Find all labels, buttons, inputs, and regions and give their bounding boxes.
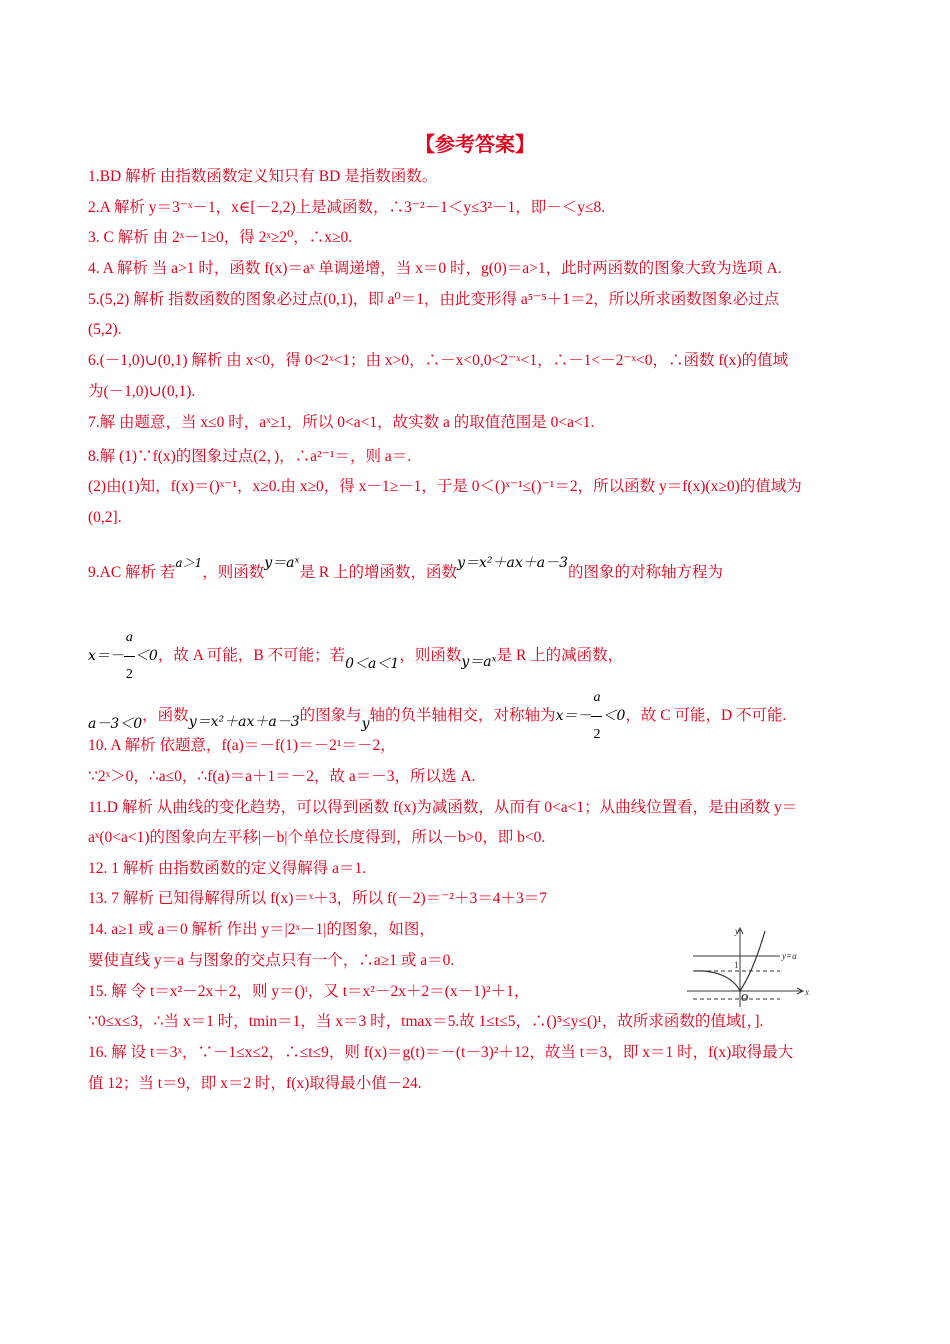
answer-line: 4. A 解析 当 a>1 时，函数 f(x)＝aˣ 单调递增，当 x＝0 时，g(0)＝a>1，此时两函数的图象大致为选项 A. — [88, 260, 782, 277]
answer-line: ∵2ˣ＞0，∴a≤0，∴f(a)＝a＋1＝－2，故 a＝－3，所以选 A. — [88, 768, 476, 785]
q9-formula: x＝－ — [88, 648, 124, 665]
answer-line: 15. 解 令 t＝x²－2x＋2，则 y＝()ᵗ，又 t＝x²－2x＋2＝(x－1)²＋1， — [88, 983, 530, 1000]
answer-line: (2)由(1)知，f(x)＝()ˣ⁻¹，x≥0.由 x≥0，得 x－1≥－1，于是 0＜()ˣ⁻¹≤()⁻¹＝2，所以函数 y＝f(x)(x≥0)的值域为 — [88, 478, 802, 495]
q9-text: ，则函数 — [202, 564, 265, 581]
q9-text: ，故 C 可能，D 不可能. — [625, 707, 787, 725]
q9-text: 的图象与 — [299, 707, 362, 725]
q9-formula: 0＜a＜1 — [345, 656, 400, 673]
q9-formula: a＞1 — [175, 556, 203, 570]
answer-line: 8.解 (1)∵f(x)的图象过点(2，)，∴a²⁻¹＝，则 a＝. — [88, 448, 412, 465]
answer-line: 3. C 解析 由 2ˣ－1≥0，得 2ˣ≥2⁰，∴x≥0. — [88, 229, 353, 246]
x-axis-label: x — [805, 987, 809, 997]
answer-line: 5.(5,2) 解析 指数函数的图象必过点(0,1)，即 a⁰＝1，由此变形得 a⁵⁻⁵＋1＝2，所以所求函数图象必过点 — [88, 291, 780, 308]
q9-text: 是 R 上的增函数，函数 — [299, 564, 458, 581]
q9-text: 9.AC 解析 若 — [88, 564, 176, 581]
q9-text: ，则函数 — [399, 647, 462, 665]
answer-line: 12. 1 解析 由指数函数的定义得解得 a＝1. — [88, 860, 367, 877]
q9-text: ，函数 — [142, 707, 189, 725]
answer-line: 13. 7 解析 已知得解得所以 f(x)＝ˣ＋3，所以 f(－2)＝⁻²＋3＝4＋3＝7 — [88, 890, 548, 907]
line-label: y=a — [782, 951, 797, 961]
answer-line: 10. A 解析 依题意，f(a)＝－f(1)＝－2¹＝－2， — [88, 737, 396, 754]
q9-formula: y — [361, 716, 370, 733]
q9-formula: y＝aˣ — [264, 555, 300, 571]
fraction: $\frac{a}{2}$ — [591, 680, 602, 753]
q9-text: 轴的负半轴相交，对称轴为 — [369, 707, 556, 725]
answer-line: aˣ(0<a<1)的图象向左平移|－b|个单位长度得到，所以－b>0，即 b<0. — [88, 829, 546, 846]
answer-line: 1.BD 解析 由指数函数定义知只有 BD 是指数函数。 — [88, 168, 438, 185]
answer-line: 11.D 解析 从曲线的变化趋势，可以得到函数 f(x)为减函数，从而有 0<a<1；从曲线位置看，是由函数 y＝ — [88, 799, 798, 816]
answer-line: 要使直线 y＝a 与图象的交点只有一个，∴a≥1 或 a＝0. — [88, 952, 455, 969]
q9-text: 是 R 上的减函数， — [496, 647, 624, 665]
answer-line: 2.A 解析 y＝3⁻ˣ－1，x∈[－2,2)上是减函数，∴3⁻²－1＜y≤3²－1，即－＜y≤8. — [88, 199, 606, 216]
origin-label: O — [741, 993, 749, 1004]
q9-formula: y＝x²＋ax＋a－3 — [188, 714, 300, 731]
q9-text: 的图象的对称轴方程为 — [567, 564, 723, 581]
q9-formula: a－3＜0 — [88, 716, 143, 733]
one-label: 1 — [734, 960, 739, 970]
answer-line: 6.(－1,0)∪(0,1) 解析 由 x<0，得 0<2ˣ<1；由 x>0，∴－x<0,0<2⁻ˣ<1，∴－1<－2⁻ˣ<0，∴函数 f(x)的值域 — [88, 352, 789, 369]
q9-text: ，故 A 可能，B 不可能；若 — [157, 647, 346, 665]
answer-line: 16. 解 设 t＝3ˣ，∵－1≤x≤2，∴≤t≤9，则 f(x)＝g(t)＝－(t－3)²＋12，故当 t＝3，即 x＝1 时，f(x)取得最大 — [88, 1044, 794, 1061]
q9-formula: ＜0 — [134, 648, 158, 665]
answer-line: 值 12；当 t＝9，即 x＝2 时，f(x)取得最小值－24. — [88, 1075, 422, 1092]
y-axis-label: y — [735, 926, 739, 936]
page-title: 【参考答案】 — [415, 134, 535, 156]
answer-line: (0,2]. — [88, 509, 122, 526]
q9-formula: ＜0 — [602, 708, 626, 725]
answer-line: 7.解 由题意，当 x≤0 时，aˣ≥1，所以 0<a<1，故实数 a 的取值范围是 0<a<1. — [88, 414, 595, 431]
q9-formula: y＝aˣ — [461, 654, 497, 671]
curve — [695, 931, 765, 991]
q9-formula: x＝－ — [555, 708, 592, 725]
answer-line: 为(－1,0)∪(0,1). — [88, 383, 196, 400]
q9-formula: y＝x²＋ax＋a－3 — [457, 555, 568, 571]
q9-line-1 — [88, 553, 723, 583]
answer-line: 14. a≥1 或 a＝0 解析 作出 y＝|2ˣ－1|的图象，如图， — [88, 921, 435, 938]
answer-line: (5,2). — [88, 321, 122, 338]
answer-line: ∵0≤x≤3，∴当 x＝1 时，tmin＝1，当 x＝3 时，tmax＝5.故 1≤t≤5，∴()⁵≤y≤()¹，故所求函数的值域[，]. — [88, 1013, 764, 1030]
function-graph — [685, 925, 815, 1010]
fraction: $\frac{a}{2}$ — [124, 620, 135, 693]
